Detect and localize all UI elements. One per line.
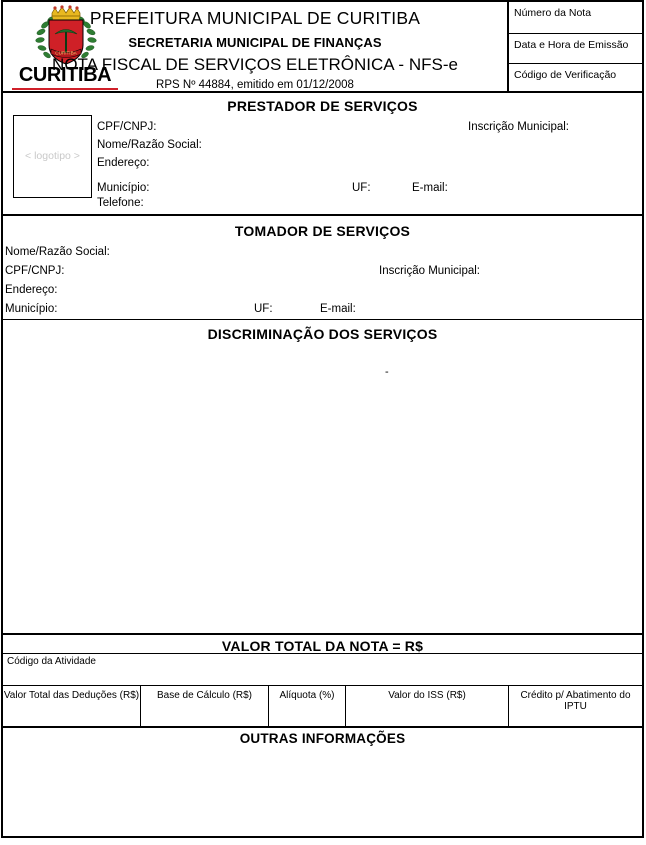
tomador-inscricao-municipal-label: Inscrição Municipal: — [379, 265, 480, 277]
header-title-block — [3, 2, 507, 93]
tomador-cpf-cnpj-label: CPF/CNPJ: — [5, 265, 65, 277]
codigo-atividade-label: Código da Atividade — [7, 656, 96, 667]
discriminacao-section — [3, 320, 642, 633]
tomador-uf-label: UF: — [254, 303, 273, 315]
secretaria-subtitle: SECRETARIA MUNICIPAL DE FINANÇAS — [128, 35, 382, 50]
valor-total-section — [3, 633, 642, 654]
logotipo-placeholder-text: < logotipo > — [25, 150, 80, 162]
tax-col-credito-iptu — [509, 686, 642, 728]
tax-col-base-calculo-header: Base de Cálculo (R$) — [156, 690, 253, 701]
logotipo-placeholder-box — [13, 115, 92, 198]
prestador-municipio-label: Município: — [97, 182, 150, 194]
prestador-endereco-label: Endereço: — [97, 157, 150, 169]
prestador-divider — [3, 214, 642, 216]
prestador-nome-razao-social-label: Nome/Razão Social: — [97, 139, 202, 151]
tax-col-valor-iss — [346, 686, 509, 728]
outras-informacoes-title: OUTRAS INFORMAÇÕES — [239, 731, 406, 746]
valor-total-label: VALOR TOTAL DA NOTA = R$ — [221, 638, 424, 654]
data-hora-emissao-box — [509, 33, 642, 63]
tomador-nome-razao-social-label: Nome/Razão Social: — [5, 246, 110, 258]
tax-col-valor-iss-header: Valor do ISS (R$) — [388, 690, 466, 701]
tax-col-aliquota — [269, 686, 346, 728]
outras-informacoes-section — [3, 728, 642, 836]
document-header — [3, 2, 642, 93]
tomador-email-label: E-mail: — [320, 303, 356, 315]
discriminacao-title: DISCRIMINAÇÃO DOS SERVIÇOS — [207, 326, 438, 342]
tomador-title: TOMADOR DE SERVIÇOS — [234, 223, 411, 239]
prestador-cpf-cnpj-label: CPF/CNPJ: — [97, 121, 157, 133]
prestador-inscricao-municipal-label: Inscrição Municipal: — [468, 121, 569, 133]
tax-col-deducoes-header: Valor Total das Deduções (R$) — [3, 690, 140, 701]
codigo-atividade-section — [3, 654, 642, 686]
tax-col-aliquota-header: Alíquota (%) — [279, 690, 335, 701]
discriminacao-body: - — [385, 366, 389, 378]
data-hora-emissao-label: Data e Hora de Emissão — [514, 39, 629, 51]
svg-text:CURITIBA: CURITIBA — [55, 50, 77, 56]
codigo-verificacao-label: Código de Verificação — [514, 69, 617, 81]
header-info-boxes — [507, 2, 642, 93]
rps-reference: RPS Nº 44884, emitido em 01/12/2008 — [156, 79, 354, 91]
numero-da-nota-box — [509, 2, 642, 33]
tomador-section — [3, 217, 642, 320]
prefeitura-title: PREFEITURA MUNICIPAL DE CURITIBA — [89, 8, 421, 28]
prestador-email-label: E-mail: — [412, 182, 448, 194]
tax-summary-table — [3, 686, 642, 728]
tax-col-base-calculo — [141, 686, 269, 728]
prestador-telefone-label: Telefone: — [97, 197, 144, 209]
codigo-verificacao-box — [509, 63, 642, 93]
numero-da-nota-label: Número da Nota — [514, 7, 592, 19]
tomador-municipio-label: Município: — [5, 303, 58, 315]
logo-wordmark: CURITIBA — [18, 64, 112, 86]
prestador-uf-label: UF: — [352, 182, 371, 194]
tax-col-deducoes — [3, 686, 141, 728]
prestador-title: PRESTADOR DE SERVIÇOS — [227, 98, 418, 114]
prestador-section — [3, 93, 642, 215]
document-type-title: NOTA FISCAL DE SERVIÇOS ELETRÔNICA - NFS-e — [52, 55, 458, 74]
tax-col-credito-iptu-header: Crédito p/ Abatimento do IPTU — [520, 690, 631, 712]
tomador-endereco-label: Endereço: — [5, 284, 58, 296]
